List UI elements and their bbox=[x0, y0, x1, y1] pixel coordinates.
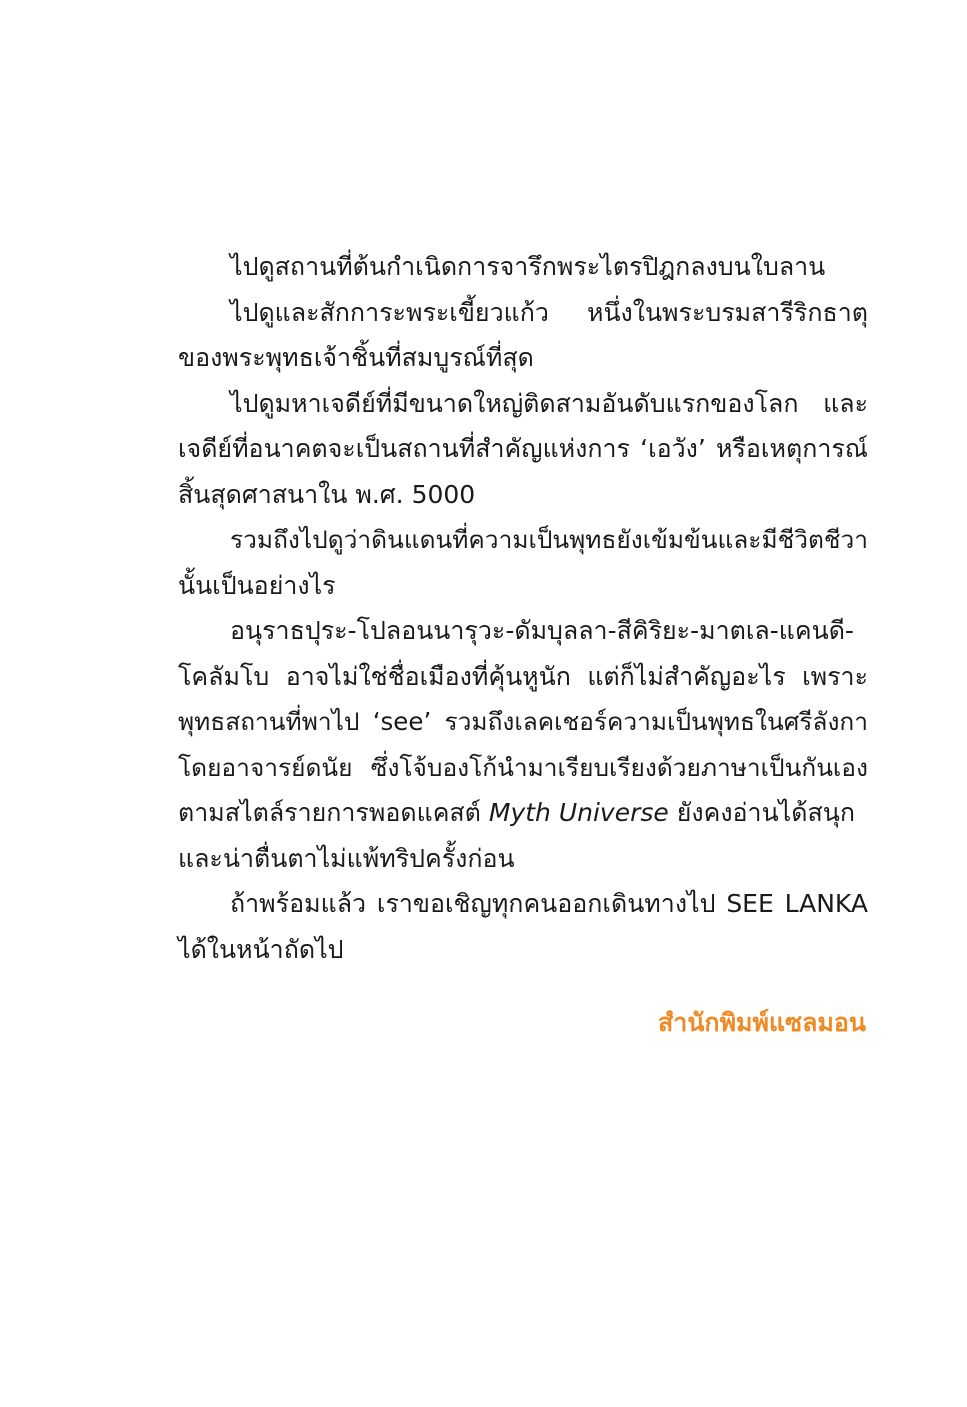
paragraph-line: และน่าตื่นตาไม่แพ้ทริปครั้งก่อน bbox=[178, 843, 515, 873]
paragraph-line: ไปดูสถานที่ต้นกำเนิดการจารึกพระไตรปิฎกลงบนใบลาน bbox=[230, 252, 826, 281]
paragraph-line: ของพระพุทธเจ้าชิ้นที่สมบูรณ์ที่สุด bbox=[178, 343, 534, 372]
podcast-style-text: ตามสไตล์รายการพอดแคสต์ bbox=[178, 798, 481, 827]
podcast-title: Myth Universe bbox=[488, 798, 669, 827]
preface-text bbox=[178, 244, 868, 972]
paragraph-line: โคลัมโบ อาจไม่ใช่ชื่อเมืองที่คุ้นหูนัก แต่ก็ไม่สำคัญอะไร เพราะ bbox=[178, 661, 868, 691]
paragraph-line: อนุราธปุระ-โปลอนนารุวะ-ดัมบุลลา-สีคิริยะ-มาตเล-แคนดี- bbox=[230, 616, 854, 645]
paragraph-line: ไปดูและสักการะพระเขี้ยวแก้ว หนึ่งในพระบรมสารีริกธาตุ bbox=[230, 297, 868, 327]
paragraph-line: โดยอาจารย์ดนัย ซึ่งโจ้บองโก้นำมาเรียบเรียงด้วยภาษาเป็นกันเอง bbox=[178, 752, 868, 782]
read-fun-text: ยังคงอ่านได้สนุก bbox=[676, 798, 855, 827]
paragraph-line-mixed bbox=[178, 790, 868, 836]
paragraph-line: ถ้าพร้อมแล้ว เราขอเชิญทุกคนออกเดินทางไป SEE LANKA bbox=[230, 889, 868, 918]
paragraph-line: ไปดูมหาเจดีย์ที่มีขนาดใหญ่ติดสามอันดับแรกของโลก และ bbox=[230, 388, 868, 418]
publisher-signature: สำนักพิมพ์แซลมอน bbox=[658, 1008, 866, 1037]
paragraph-line: เจดีย์ที่อนาคตจะเป็นสถานที่สำคัญแห่งการ ‘เอวัง’ หรือเหตุการณ์ bbox=[178, 434, 868, 463]
paragraph-line: รวมถึงไปดูว่าดินแดนที่ความเป็นพุทธยังเข้มข้นและมีชีวิตชีวา bbox=[230, 525, 869, 554]
paragraph-line: นั้นเป็นอย่างไร bbox=[178, 570, 336, 600]
paragraph-line: ได้ในหน้าถัดไป bbox=[178, 934, 344, 964]
paragraph-line: พุทธสถานที่พาไป ‘see’ รวมถึงเลคเชอร์ความเป็นพุทธในศรีลังกา bbox=[178, 707, 868, 736]
paragraph-line: สิ้นสุดศาสนาใน พ.ศ. 5000 bbox=[178, 479, 476, 509]
